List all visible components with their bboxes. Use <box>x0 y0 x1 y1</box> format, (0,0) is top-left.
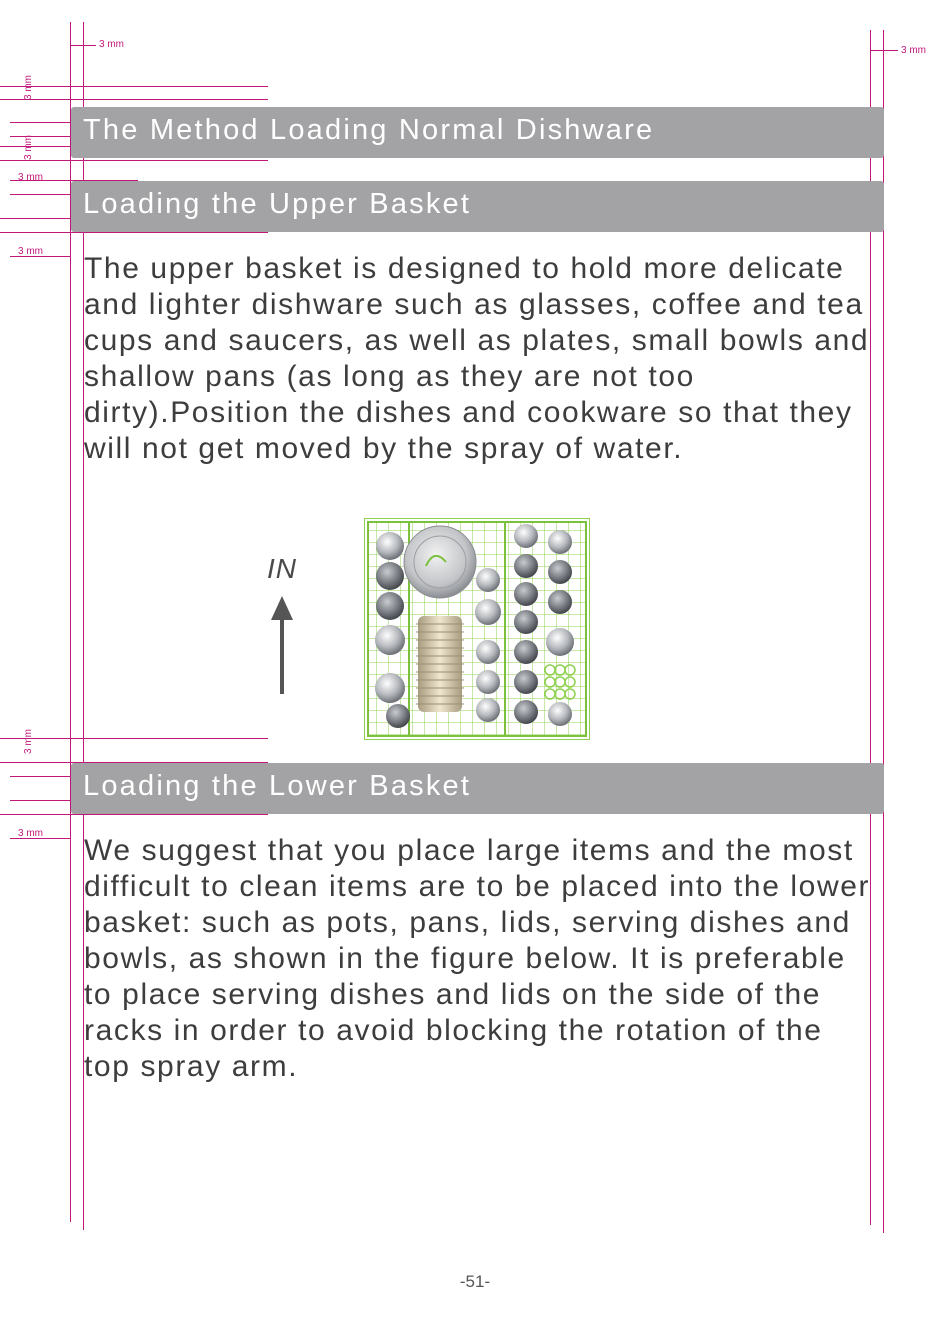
guide-line <box>10 136 70 137</box>
mm-label: 3 mm <box>23 135 34 160</box>
guide-line <box>0 160 268 161</box>
main-title-bar <box>71 107 884 158</box>
lower-basket-text: We suggest that you place large items and the most difficult to clean items are to be placed into the lower basket: such as pots, pans, lids, serving dishes and bowls, as shown in the figure below. It is preferable to place serving dishes and lids on the side of the racks in order to avoid blocking the rotation of the top spray arm. <box>84 834 871 1083</box>
main-title: The Method Loading Normal Dishware <box>83 114 655 146</box>
guide-line <box>0 99 268 100</box>
guide-line <box>870 50 898 51</box>
mm-label: 3 mm <box>23 729 34 754</box>
upper-basket-bar <box>71 181 884 232</box>
guide-line <box>0 738 268 739</box>
mm-label: 3 mm <box>18 172 43 183</box>
guide-line <box>10 122 70 123</box>
guide-line <box>10 776 70 777</box>
guide-line <box>10 800 70 801</box>
guide-line <box>0 232 268 233</box>
lower-basket-title: Loading the Lower Basket <box>83 770 472 802</box>
upper-basket-text: The upper basket is designed to hold more delicate and lighter dishware such as glasses, coffee and tea cups and saucers, as well as plates, small bowls and shallow pans (as long as they are not too dirty).Position the dishes and cookware so that they will not get moved by the spray of water. <box>84 252 870 465</box>
direction-label: IN <box>267 553 297 584</box>
mm-label: 3 mm <box>18 246 43 257</box>
mm-label: 3 mm <box>99 39 124 50</box>
up-arrow-icon <box>269 596 295 696</box>
upper-basket-title: Loading the Upper Basket <box>83 188 472 220</box>
lower-basket-bar <box>71 763 884 814</box>
mm-label: 3 mm <box>901 45 926 56</box>
guide-line <box>0 86 268 87</box>
page-number: -51- <box>459 1272 491 1291</box>
guide-line <box>70 45 96 46</box>
guide-line <box>0 814 268 815</box>
mm-label: 3 mm <box>18 828 43 839</box>
mm-label: 3 mm <box>23 75 34 100</box>
upper-basket-illustration <box>364 518 590 740</box>
